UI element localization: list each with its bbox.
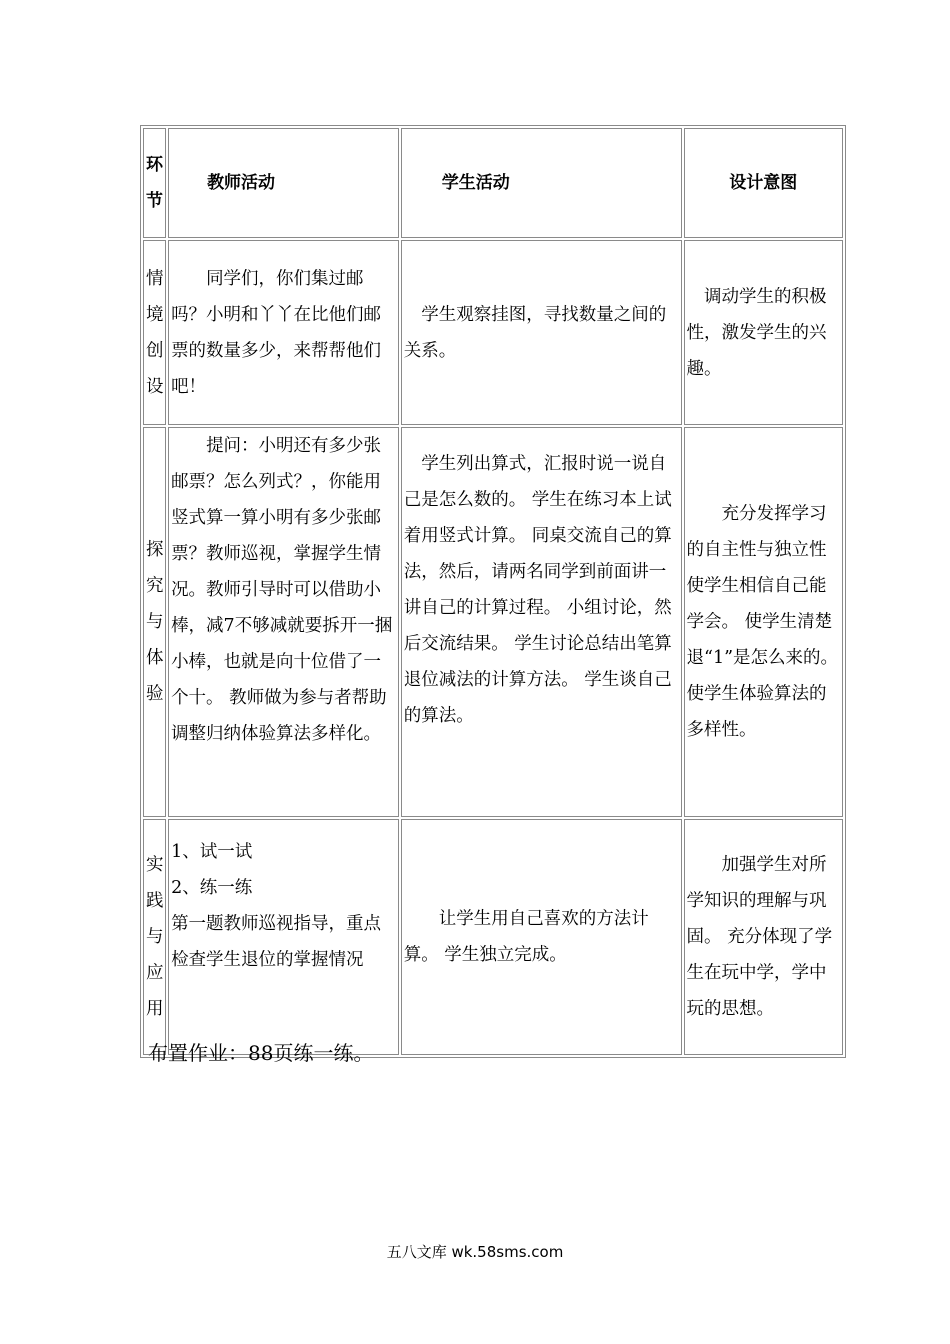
homework-text: 布置作业：88页练一练。 bbox=[148, 1041, 374, 1065]
header-student-activity: 学生活动 bbox=[401, 128, 682, 238]
table-header-row bbox=[143, 128, 843, 238]
teacher-line: 第一题教师巡视指导，重点检查学生退位的掌握情况 bbox=[171, 914, 382, 970]
stage-cell: 探究与体验 bbox=[143, 427, 166, 817]
header-stage: 环节 bbox=[143, 128, 166, 238]
teacher-line: 2、练一练 bbox=[171, 878, 253, 898]
teacher-activity-cell: 同学们，你们集过邮吗？小明和丫丫在比他们邮票的数量多少，来帮帮他们吧！ bbox=[168, 240, 399, 425]
student-activity-cell: 让学生用自己喜欢的方法计算。 学生独立完成。 bbox=[401, 819, 682, 1055]
design-intent-cell: 加强学生对所学知识的理解与巩固。 充分体现了学生在玩中学，学中玩的思想。 bbox=[684, 819, 843, 1055]
design-intent-cell: 充分发挥学习的自主性与独立性使学生相信自己能学会。 使学生清楚退“1”是怎么来的。 使学生体验算法的多样性。 bbox=[684, 427, 843, 817]
table-row bbox=[143, 819, 843, 1055]
student-activity-cell: 学生列出算式，汇报时说一说自己是怎么数的。 学生在练习本上试着用竖式计算。 同桌交流自己的算法，然后，请两名同学到前面讲一讲自己的计算过程。 小组讨论，然后交流结果。 学生讨论总结出笔算退位减法的计算方法。 学生谈自己的算法。 bbox=[401, 427, 682, 817]
header-teacher-activity: 教师活动 bbox=[168, 128, 399, 238]
teacher-activity-cell bbox=[168, 819, 399, 1055]
header-design-intent: 设计意图 bbox=[684, 128, 843, 238]
lesson-plan-table bbox=[140, 125, 846, 1058]
design-intent-cell: 调动学生的积极性，激发学生的兴趣。 bbox=[684, 240, 843, 425]
table-row bbox=[143, 240, 843, 425]
student-activity-cell: 学生观察挂图，寻找数量之间的关系。 bbox=[401, 240, 682, 425]
footer-watermark: 五八文库 wk.58sms.com bbox=[386, 1243, 564, 1261]
table-row bbox=[143, 427, 843, 817]
stage-cell: 情境创设 bbox=[143, 240, 166, 425]
teacher-line: 1、试一试 bbox=[171, 842, 253, 862]
stage-cell: 实践与应用 bbox=[143, 819, 166, 1055]
teacher-activity-cell: 提问：小明还有多少张邮票？怎么列式？，你能用竖式算一算小明有多少张邮票？教师巡视，掌握学生情况。教师引导时可以借助小棒，减7不够减就要拆开一捆小棒，也就是向十位借了一个十。 教师做为参与者帮助调整归纳体验算法多样化。 bbox=[168, 427, 399, 817]
